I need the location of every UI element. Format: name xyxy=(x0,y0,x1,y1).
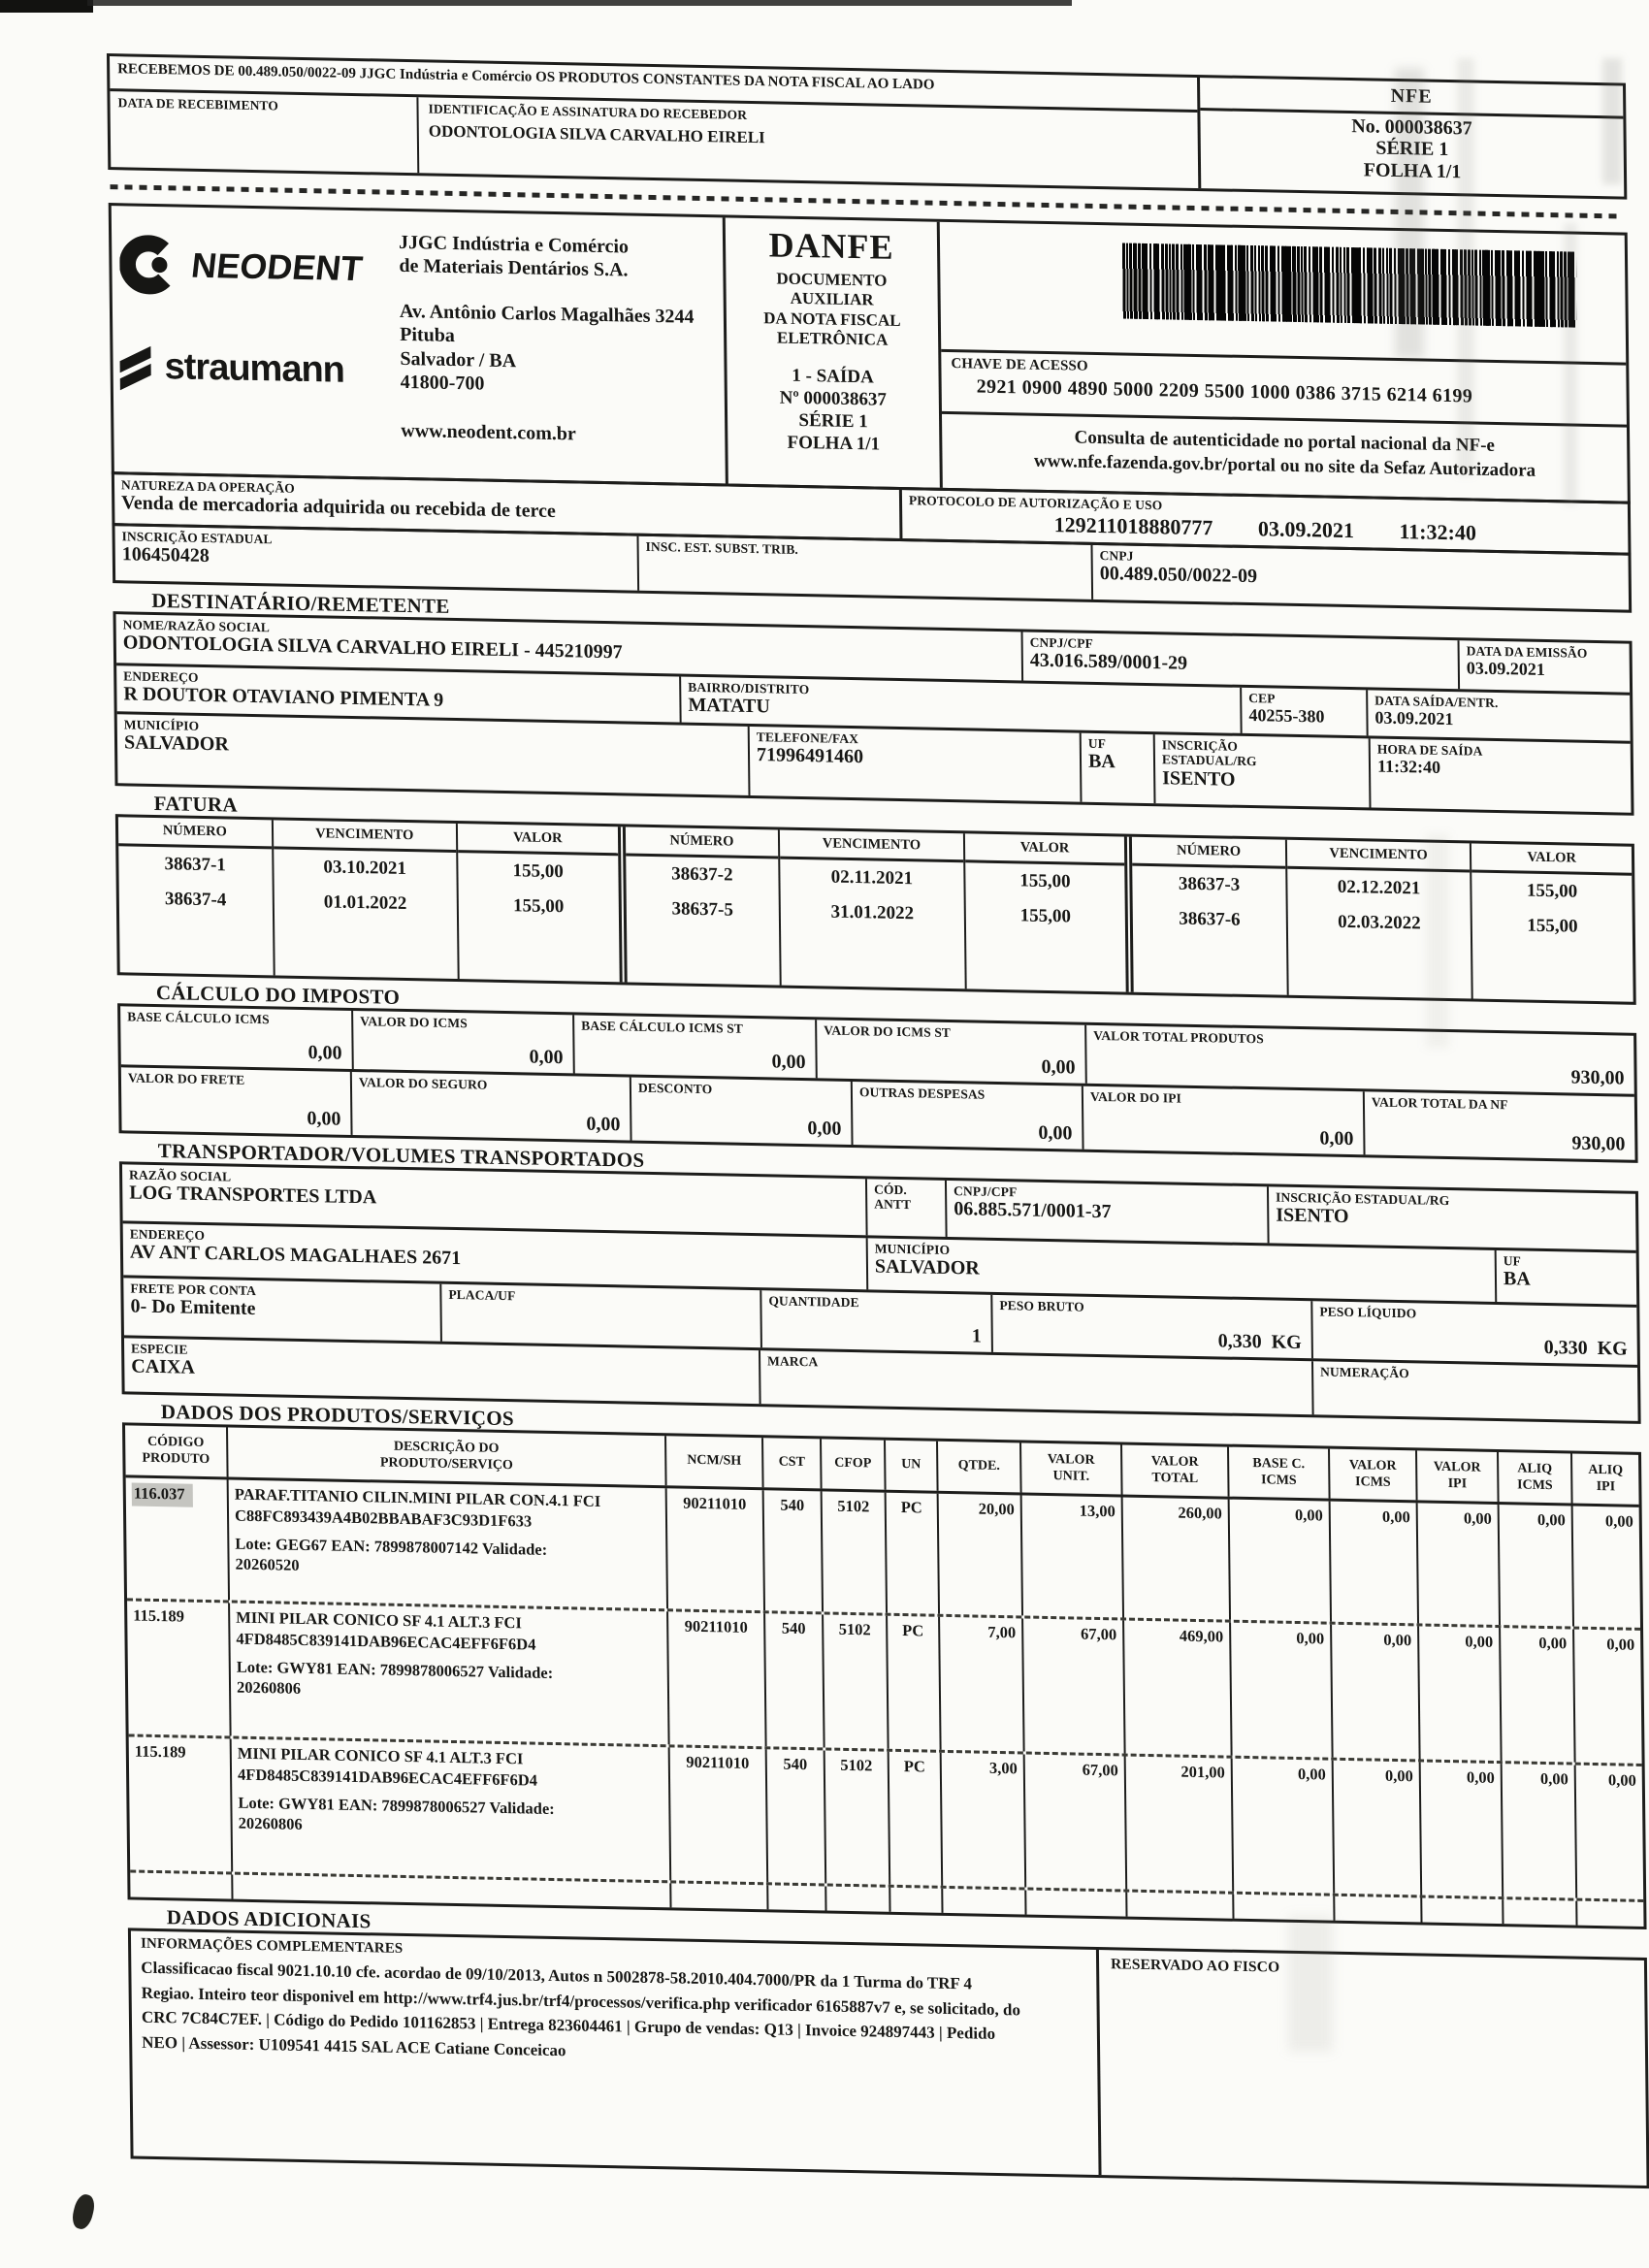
produto-descricao xyxy=(229,1479,668,1608)
fatura-h-numero: NÚMERO xyxy=(118,817,272,849)
destinatario-title: DESTINATÁRIO/REMETENTE xyxy=(151,588,450,618)
produto-cst: 540 xyxy=(765,1613,825,1747)
produto-codigo-value: 116.037 xyxy=(132,1483,193,1507)
fatura-col-numero xyxy=(118,817,275,975)
fatura-cell: 02.03.2022 xyxy=(1338,911,1421,934)
v-icms-value: 0,00 xyxy=(529,1046,564,1069)
produto-un: PC xyxy=(888,1616,942,1750)
danfe-number-block xyxy=(727,363,939,457)
issuer-block xyxy=(112,206,726,483)
fatura-h-venc: VENCIMENTO xyxy=(1287,840,1471,873)
data-recebimento-cell xyxy=(110,91,419,173)
transp-municipio-label: MUNICÍPIO xyxy=(874,1241,951,1257)
adicionais-title: DADOS ADICIONAIS xyxy=(166,1905,372,1933)
info-complementares-cell xyxy=(131,1930,1102,2175)
scan-edge-artifact xyxy=(87,0,1072,6)
fatura-cell: 155,00 xyxy=(512,860,564,883)
desc-lote: Lote: GEG67 EAN: 7899878007142 Validade: xyxy=(235,1534,548,1560)
fatura-col-venc xyxy=(273,820,459,979)
dest-saida-cell xyxy=(1368,690,1631,740)
nfe-number-block xyxy=(1200,111,1624,197)
produtos-box xyxy=(122,1422,1647,1929)
produto-aliq-ipi: 0,00 xyxy=(1606,1635,1635,1654)
transp-antt-cell xyxy=(867,1179,948,1237)
quantidade-label: QUANTIDADE xyxy=(768,1293,859,1311)
desc-lote: Lote: GWY81 EAN: 7899878006527 Validade: xyxy=(236,1657,554,1683)
transp-antt-label: CÓD. ANTT xyxy=(873,1182,912,1213)
issuer-razao-1: JJGC Indústria e Comércio xyxy=(398,231,630,258)
col-base-icms: BASE C. ICMS xyxy=(1229,1447,1331,1499)
nfe-number-box xyxy=(1200,78,1624,197)
especie-value: CAIXA xyxy=(131,1355,196,1379)
seguro-label: VALOR DO SEGURO xyxy=(358,1075,488,1092)
produto-valor-unit: 67,00 xyxy=(1025,1755,1128,1890)
fatura-title: FATURA xyxy=(153,791,239,817)
dest-endereco-label: ENDEREÇO xyxy=(123,668,199,685)
neodent-mark-icon xyxy=(119,233,184,296)
desc-lote: Lote: GWY81 EAN: 7899878006527 Validade: xyxy=(238,1793,555,1819)
destinatario-box xyxy=(113,611,1633,816)
cnpj-emit-cell xyxy=(1092,545,1629,610)
especie-cell xyxy=(124,1338,761,1404)
transp-ie-value: ISENTO xyxy=(1276,1204,1349,1228)
bc-icms-cell xyxy=(120,1006,354,1069)
identificacao-label: IDENTIFICAÇÃO E ASSINATURA DO RECEBEDOR xyxy=(428,101,748,122)
produto-qtde: 3,00 xyxy=(942,1753,1027,1888)
receipt-stub xyxy=(107,53,1627,200)
produto-codigo: 115.189 xyxy=(127,1601,232,1735)
fatura-cell: 31.01.2022 xyxy=(830,901,915,924)
fatura-h-venc: VENCIMENTO xyxy=(273,820,456,853)
danfe-sub-3: DA NOTA FISCAL xyxy=(763,308,901,330)
v-icms-st-cell xyxy=(817,1020,1087,1083)
consulta-cell xyxy=(942,414,1628,502)
produto-valor-ipi: 0,00 xyxy=(1418,1503,1501,1625)
outras-despesas-cell xyxy=(853,1082,1084,1150)
produto-valor-unit: 67,00 xyxy=(1023,1618,1126,1753)
scan-edge-artifact xyxy=(0,0,93,13)
produto-valor-ipi: 0,00 xyxy=(1421,1762,1504,1896)
frete-conta-label: FRETE POR CONTA xyxy=(130,1280,257,1299)
dest-bairro-label: BAIRRO/DISTRITO xyxy=(688,679,810,697)
produto-cfop: 5102 xyxy=(825,1750,891,1884)
produto-valor-total: 201,00 xyxy=(1126,1757,1235,1892)
produto-aliq-icms: 0,00 xyxy=(1501,1628,1576,1763)
fatura-col-venc xyxy=(780,830,966,989)
col-ncm: NCM/SH xyxy=(666,1436,764,1487)
produto-valor-icms: 0,00 xyxy=(1334,1761,1423,1895)
bc-icms-label: BASE CÁLCULO ICMS xyxy=(127,1009,270,1027)
desc-validade: 20260806 xyxy=(236,1677,302,1698)
total-nf-value: 930,00 xyxy=(1571,1132,1626,1156)
ie-subst-cell xyxy=(638,536,1093,599)
fatura-cell: 02.12.2021 xyxy=(1337,876,1421,899)
dest-hora-cell xyxy=(1371,738,1632,812)
col-un: UN xyxy=(886,1441,939,1491)
dest-saida-label: DATA SAÍDA/ENTR. xyxy=(1374,693,1499,711)
produto-aliq-ipi: 0,00 xyxy=(1604,1511,1633,1531)
fatura-cell: 155,00 xyxy=(512,895,565,918)
ie-value: 106450428 xyxy=(121,543,210,567)
produto-qtde: 20,00 xyxy=(939,1494,1023,1616)
fatura-cell: 155,00 xyxy=(1019,870,1071,892)
peso-liquido-value: 0,330 KG xyxy=(1543,1337,1628,1361)
v-icms-cell xyxy=(353,1011,575,1073)
transp-ie-label: INSCRIÇÃO ESTADUAL/RG xyxy=(1275,1189,1450,1209)
valor-ipi-value: 0,00 xyxy=(1319,1127,1354,1150)
produto-ncm: 90211010 xyxy=(668,1611,767,1746)
issuer-razao-2: de Materiais Dentários S.A. xyxy=(399,255,629,281)
numeracao-cell xyxy=(1313,1361,1638,1421)
col-valor-total: VALOR TOTAL xyxy=(1122,1444,1230,1496)
transportador-title: TRANSPORTADOR/VOLUMES TRANSPORTADOS xyxy=(157,1139,645,1172)
ie-subst-label: INSC. EST. SUBST. TRIB. xyxy=(645,538,798,557)
produto-valor-ipi: 0,00 xyxy=(1419,1626,1503,1761)
peso-liquido-label: PESO LÍQUIDO xyxy=(1319,1304,1417,1321)
consulta-line-1: Consulta de autenticidade no portal nacional da NF-e xyxy=(1074,427,1496,456)
issuer-address xyxy=(399,217,722,478)
desc-linha-1: PARAF.TITANIO CILIN.MINI PILAR CON.4.1 FCI xyxy=(234,1484,601,1510)
marca-cell xyxy=(760,1350,1314,1414)
issuer-end-2: Pituba xyxy=(400,324,456,347)
danfe-title: DANFE xyxy=(768,225,894,267)
dest-nome-label: NOME/RAZÃO SOCIAL xyxy=(122,617,271,635)
dest-cep-label: CEP xyxy=(1248,691,1276,706)
produto-cfop: 5102 xyxy=(824,1614,889,1748)
nfe-numero: No. 000038637 xyxy=(1351,115,1472,140)
total-produtos-cell xyxy=(1086,1025,1634,1094)
info-complementares-label: INFORMAÇÕES COMPLEMENTARES xyxy=(140,1935,404,1957)
dest-cnpj-cell xyxy=(1023,632,1461,689)
issuer-end-1: Av. Antônio Carlos Magalhães 3244 xyxy=(399,300,695,328)
produto-ncm: 90211010 xyxy=(667,1488,765,1610)
col-codigo: CÓDIGO PRODUTO xyxy=(125,1425,229,1476)
issuer-end-4: 41800-700 xyxy=(400,371,485,395)
ie-label: INSCRIÇÃO ESTADUAL xyxy=(121,529,273,547)
especie-label: ESPECIE xyxy=(131,1341,188,1357)
dest-uf-label: UF xyxy=(1087,735,1107,752)
dest-cnpj-value: 43.016.589/0001-29 xyxy=(1029,649,1188,675)
desconto-cell xyxy=(631,1078,854,1145)
col-cst: CST xyxy=(763,1438,823,1488)
bc-icms-st-cell xyxy=(574,1015,818,1078)
danfe-serie: SÉRIE 1 xyxy=(798,409,868,433)
produto-valor-icms: 0,00 xyxy=(1331,1502,1419,1624)
produto-cst: 540 xyxy=(764,1490,824,1611)
produto-cst: 540 xyxy=(767,1749,827,1883)
total-produtos-label: VALOR TOTAL PRODUTOS xyxy=(1093,1027,1264,1047)
dest-nome-value: ODONTOLOGIA SILVA CARVALHO EIRELI - 445210997 xyxy=(122,632,623,664)
col-qtde: QTDE. xyxy=(938,1442,1022,1493)
produto-descricao xyxy=(232,1739,672,1881)
seguro-value: 0,00 xyxy=(586,1114,621,1136)
receipt-stub-left xyxy=(110,56,1201,188)
col-aliq-icms: ALIQ ICMS xyxy=(1499,1452,1573,1503)
dest-fone-label: TELEFONE/FAX xyxy=(756,729,859,747)
transp-razao-label: RAZÃO SOCIAL xyxy=(128,1167,232,1184)
fatura-h-valor: VALOR xyxy=(965,833,1125,865)
dest-emissao-cell xyxy=(1460,640,1631,692)
produto-descricao xyxy=(230,1603,670,1744)
fatura-h-venc: VENCIMENTO xyxy=(780,830,963,863)
fatura-cell: 01.01.2022 xyxy=(323,891,407,915)
quantidade-value: 1 xyxy=(971,1325,982,1348)
imposto-title: CÁLCULO DO IMPOSTO xyxy=(155,980,401,1009)
reservado-fisco-cell xyxy=(1099,1950,1647,2186)
transp-endereco-label: ENDEREÇO xyxy=(129,1226,206,1243)
fatura-h-numero: NÚMERO xyxy=(626,826,779,859)
straumann-wordmark: straumann xyxy=(164,345,345,391)
fatura-col-venc xyxy=(1287,840,1473,999)
fatura-col-valor xyxy=(458,824,620,982)
frete-conta-cell xyxy=(123,1278,442,1341)
produto-valor-total: 469,00 xyxy=(1124,1621,1233,1756)
dest-cep-value: 40255-380 xyxy=(1248,705,1325,727)
produto-un: PC xyxy=(887,1493,940,1614)
col-descricao: DESCRIÇÃO DO PRODUTO/SERVIÇO xyxy=(228,1427,667,1485)
v-icms-st-label: VALOR DO ICMS ST xyxy=(824,1022,952,1041)
numeracao-label: NUMERAÇÃO xyxy=(1320,1364,1409,1381)
fatura-h-numero: NÚMERO xyxy=(1132,837,1285,869)
danfe-saida: 1 - SAÍDA xyxy=(792,365,874,388)
issuer-site: www.neodent.com.br xyxy=(401,420,576,445)
recebemos-text: RECEBEMOS DE 00.489.050/0022-09 JJGC Indústria e Comércio OS PRODUTOS CONSTANTES DA NOTA FISCAL AO LADO xyxy=(110,56,1197,113)
quantidade-cell xyxy=(761,1290,993,1352)
ie-cell xyxy=(114,526,639,591)
fatura-box xyxy=(115,814,1636,1005)
desc-validade: 20260520 xyxy=(235,1554,300,1574)
seguro-cell xyxy=(352,1072,632,1141)
produto-codigo xyxy=(126,1477,230,1600)
desc-linha-2: C88FC893439A4B02BBABAF3C93D1F633 xyxy=(234,1506,533,1531)
fatura-cell: 155,00 xyxy=(1019,905,1072,927)
consulta-line-2: www.nfe.fazenda.gov.br/portal ou no site da Sefaz Autorizadora xyxy=(1033,450,1536,481)
danfe-folha: FOLHA 1/1 xyxy=(787,432,881,455)
produto-codigo: 115.189 xyxy=(129,1736,234,1871)
fatura-cell: 155,00 xyxy=(1527,915,1578,937)
desconto-label: DESCONTO xyxy=(637,1080,713,1097)
access-key-label: CHAVE DE ACESSO xyxy=(951,356,1088,374)
nfe-serie: SÉRIE 1 xyxy=(1375,137,1449,161)
desc-linha-2: 4FD8485C839141DAB96ECAC4EFF6F6D4 xyxy=(237,1765,538,1790)
reservado-fisco-label: RESERVADO AO FISCO xyxy=(1110,1956,1280,1976)
danfe-sub-2: AUXILIAR xyxy=(790,289,874,309)
v-icms-st-value: 0,00 xyxy=(1041,1056,1076,1079)
fatura-h-valor: VALOR xyxy=(1471,844,1632,876)
danfe-sub-4: ELETRÔNICA xyxy=(776,328,889,349)
recebedor-nome: ODONTOLOGIA SILVA CARVALHO EIRELI xyxy=(428,121,765,147)
transp-uf-cell xyxy=(1497,1250,1637,1305)
dest-municipio-label: MUNICÍPIO xyxy=(123,717,200,733)
produto-aliq-icms: 0,00 xyxy=(1500,1505,1574,1627)
fatura-group-1 xyxy=(118,817,619,982)
produto-un: PC xyxy=(889,1752,944,1886)
dest-uf-value: BA xyxy=(1087,751,1116,773)
straumann-mark-icon xyxy=(116,338,158,395)
desconto-value: 0,00 xyxy=(807,1118,842,1141)
fatura-h-valor: VALOR xyxy=(458,824,618,856)
dest-endereco-value: R DOUTOR OTAVIANO PIMENTA 9 xyxy=(123,683,444,712)
desc-linha-1: MINI PILAR CONICO SF 4.1 ALT.3 FCI xyxy=(236,1607,522,1633)
fatura-group-2 xyxy=(618,826,1126,991)
col-aliq-ipi: ALIQ IPI xyxy=(1588,1463,1624,1494)
frete-valor-label: VALOR DO FRETE xyxy=(127,1070,245,1087)
dest-saida-value: 03.09.2021 xyxy=(1374,707,1454,729)
peso-liquido-cell xyxy=(1312,1301,1637,1365)
outras-despesas-label: OUTRAS DESPESAS xyxy=(858,1085,986,1102)
neodent-logo xyxy=(119,233,400,301)
danfe-subtitle xyxy=(726,268,938,351)
fatura-cell: 02.11.2021 xyxy=(830,866,914,890)
produto-bc-icms: 0,00 xyxy=(1231,1623,1334,1758)
produto-valor-total: 260,00 xyxy=(1123,1497,1231,1619)
produto-aliq-ipi: 0,00 xyxy=(1607,1770,1636,1790)
valor-ipi-label: VALOR DO IPI xyxy=(1089,1088,1181,1106)
dest-emissao-label: DATA DA EMISSÃO xyxy=(1466,643,1588,661)
danfe-block xyxy=(723,217,943,487)
natureza-label: NATUREZA DA OPERAÇÃO xyxy=(120,477,295,496)
col-valor-unit: VALOR UNIT. xyxy=(1021,1442,1123,1494)
transp-uf-label: UF xyxy=(1503,1253,1522,1269)
dest-fone-value: 71996491460 xyxy=(756,744,864,768)
issuer-header xyxy=(109,203,1631,504)
dest-uf-cell xyxy=(1082,733,1156,804)
dest-ie-label: INSCRIÇÃO ESTADUAL/RG xyxy=(1161,737,1257,769)
access-key-block xyxy=(940,222,1628,502)
produtos-title: DADOS DOS PRODUTOS/SERVIÇOS xyxy=(160,1400,515,1431)
fatura-cell: 38637-2 xyxy=(671,863,733,886)
col-valor-icms: VALOR ICMS xyxy=(1330,1449,1418,1501)
produto-valor-icms: 0,00 xyxy=(1332,1625,1421,1760)
scan-mark-artifact xyxy=(70,2192,97,2231)
dest-emissao-value: 03.09.2021 xyxy=(1466,658,1545,680)
issuer-end-3: Salvador / BA xyxy=(400,347,517,372)
bc-icms-st-value: 0,00 xyxy=(771,1051,806,1074)
produto-bc-icms: 0,00 xyxy=(1230,1500,1332,1622)
placa-label: PLACA/UF xyxy=(448,1286,516,1304)
dest-hora-value: 11:32:40 xyxy=(1376,756,1441,778)
peso-bruto-label: PESO BRUTO xyxy=(999,1297,1084,1314)
transp-razao-value: LOG TRANSPORTES LTDA xyxy=(129,1182,377,1209)
dest-cep-cell xyxy=(1242,688,1369,736)
neodent-wordmark: NEODENT xyxy=(189,244,365,289)
fatura-cell: 38637-6 xyxy=(1179,908,1241,930)
transp-cnpj-label: CNPJ/CPF xyxy=(953,1183,1018,1200)
protocolo-value: 129211018880777 03.09.2021 11:32:40 xyxy=(1053,512,1477,545)
natureza-value: Venda de mercadoria adquirida ou recebida de terce xyxy=(121,492,556,523)
produto-valor-unit: 13,00 xyxy=(1022,1495,1124,1617)
danfe-document xyxy=(107,56,1649,2188)
dest-bairro-value: MATATU xyxy=(688,695,771,718)
info-complementares-text: Classificacao fiscal 9021.10.10 cfe. acordao de 09/10/2013, Autos n 5002878-58.2010.404.7000/PR da 1 Turma do TRF 4 Regiao. Inteiro teor disponivel em http://www.trf4.jus.br/trf4/processos/verifica.php verificador 6165887v7 e, se solicitado, do CRC 7C84C7EF. | Código do Pedido 101162853 | Entrega 823604461 | Grupo de vendas: Q13 | Invoice 924897443 | Pedido NEO | Assessor: U109541 4415 SAL ACE Catiane Conceicao xyxy=(141,1958,1021,2059)
produto-aliq-icms: 0,00 xyxy=(1503,1764,1578,1898)
danfe-sub-1: DOCUMENTO xyxy=(776,269,888,290)
fatura-cell: 155,00 xyxy=(1526,880,1578,902)
fatura-cell: 38637-4 xyxy=(164,889,227,911)
dest-municipio-cell xyxy=(117,714,751,795)
transp-uf-value: BA xyxy=(1503,1268,1531,1291)
nfe-folha: FOLHA 1/1 xyxy=(1363,159,1462,183)
barcode-row xyxy=(940,222,1627,366)
dest-fone-cell xyxy=(750,727,1083,802)
frete-conta-value: 0- Do Emitente xyxy=(130,1295,256,1320)
identificacao-cell xyxy=(418,97,1198,188)
valor-ipi-cell xyxy=(1083,1086,1366,1155)
produto-cfop: 5102 xyxy=(823,1491,888,1612)
desc-linha-1: MINI PILAR CONICO SF 4.1 ALT.3 FCI xyxy=(237,1743,524,1768)
fatura-col-numero xyxy=(1132,837,1288,995)
dest-municipio-value: SALVADOR xyxy=(123,731,229,756)
bc-icms-st-label: BASE CÁLCULO ICMS ST xyxy=(581,1018,743,1036)
fatura-col-numero xyxy=(626,826,782,985)
nfe-label: NFE xyxy=(1200,78,1623,119)
danfe-numero: Nº 000038637 xyxy=(779,387,888,410)
cnpj-emit-label: CNPJ xyxy=(1099,548,1134,564)
dest-hora-label: HORA DE SAÍDA xyxy=(1376,741,1483,759)
data-recebimento-label: DATA DE RECEBIMENTO xyxy=(117,95,279,113)
fatura-group-3 xyxy=(1124,837,1633,1002)
transp-cnpj-cell xyxy=(947,1181,1270,1244)
produto-ncm: 90211010 xyxy=(670,1747,769,1882)
dest-ie-value: ISENTO xyxy=(1162,767,1236,791)
col-valor-ipi: VALOR IPI xyxy=(1417,1450,1500,1502)
fatura-cell: 38637-3 xyxy=(1178,873,1241,895)
transportador-box xyxy=(119,1161,1641,1424)
produto-bc-icms: 0,00 xyxy=(1233,1759,1336,1894)
total-nf-label: VALOR TOTAL DA NF xyxy=(1371,1094,1508,1113)
fatura-col-valor xyxy=(1471,844,1633,1002)
marca-label: MARCA xyxy=(767,1353,819,1370)
dest-cnpj-label: CNPJ/CPF xyxy=(1029,634,1094,651)
fatura-col-valor xyxy=(965,833,1127,991)
cnpj-emit-value: 00.489.050/0022-09 xyxy=(1099,563,1258,588)
dest-ie-cell xyxy=(1155,734,1372,807)
frete-valor-value: 0,00 xyxy=(307,1108,341,1131)
bc-icms-value: 0,00 xyxy=(307,1042,342,1065)
fatura-cell: 38637-5 xyxy=(671,898,734,921)
desc-validade: 20260806 xyxy=(238,1813,303,1833)
fatura-cell: 38637-1 xyxy=(164,854,226,876)
desc-linha-2: 4FD8485C839141DAB96ECAC4EFF6F6D4 xyxy=(236,1629,536,1654)
peso-bruto-cell xyxy=(992,1295,1313,1358)
transp-endereco-value: AV ANT CARLOS MAGALHAES 2671 xyxy=(129,1241,462,1270)
total-nf-cell xyxy=(1365,1091,1635,1159)
straumann-logo xyxy=(116,338,401,400)
issuer-logos xyxy=(115,211,402,471)
peso-bruto-value: 0,330 KG xyxy=(1217,1330,1302,1354)
transp-ie-cell xyxy=(1269,1186,1636,1249)
frete-valor-cell xyxy=(121,1067,353,1135)
transp-cnpj-value: 06.885.571/0001-37 xyxy=(954,1198,1112,1223)
v-icms-label: VALOR DO ICMS xyxy=(360,1014,468,1031)
col-cfop: CFOP xyxy=(822,1439,887,1489)
transp-municipio-value: SALVADOR xyxy=(874,1255,980,1280)
fatura-cell: 03.10.2021 xyxy=(323,857,407,880)
adicionais-box xyxy=(128,1928,1649,2188)
nfe-barcode xyxy=(1122,243,1577,327)
placa-cell xyxy=(441,1284,762,1347)
access-key-value: 2921 0900 4890 5000 2209 5500 1000 0386 3715 6214 6199 xyxy=(976,375,1473,407)
produto-qtde: 7,00 xyxy=(940,1617,1025,1752)
total-produtos-value: 930,00 xyxy=(1570,1066,1625,1089)
outras-despesas-value: 0,00 xyxy=(1038,1122,1073,1145)
protocolo-label: PROTOCOLO DE AUTORIZAÇÃO E USO xyxy=(908,493,1163,513)
